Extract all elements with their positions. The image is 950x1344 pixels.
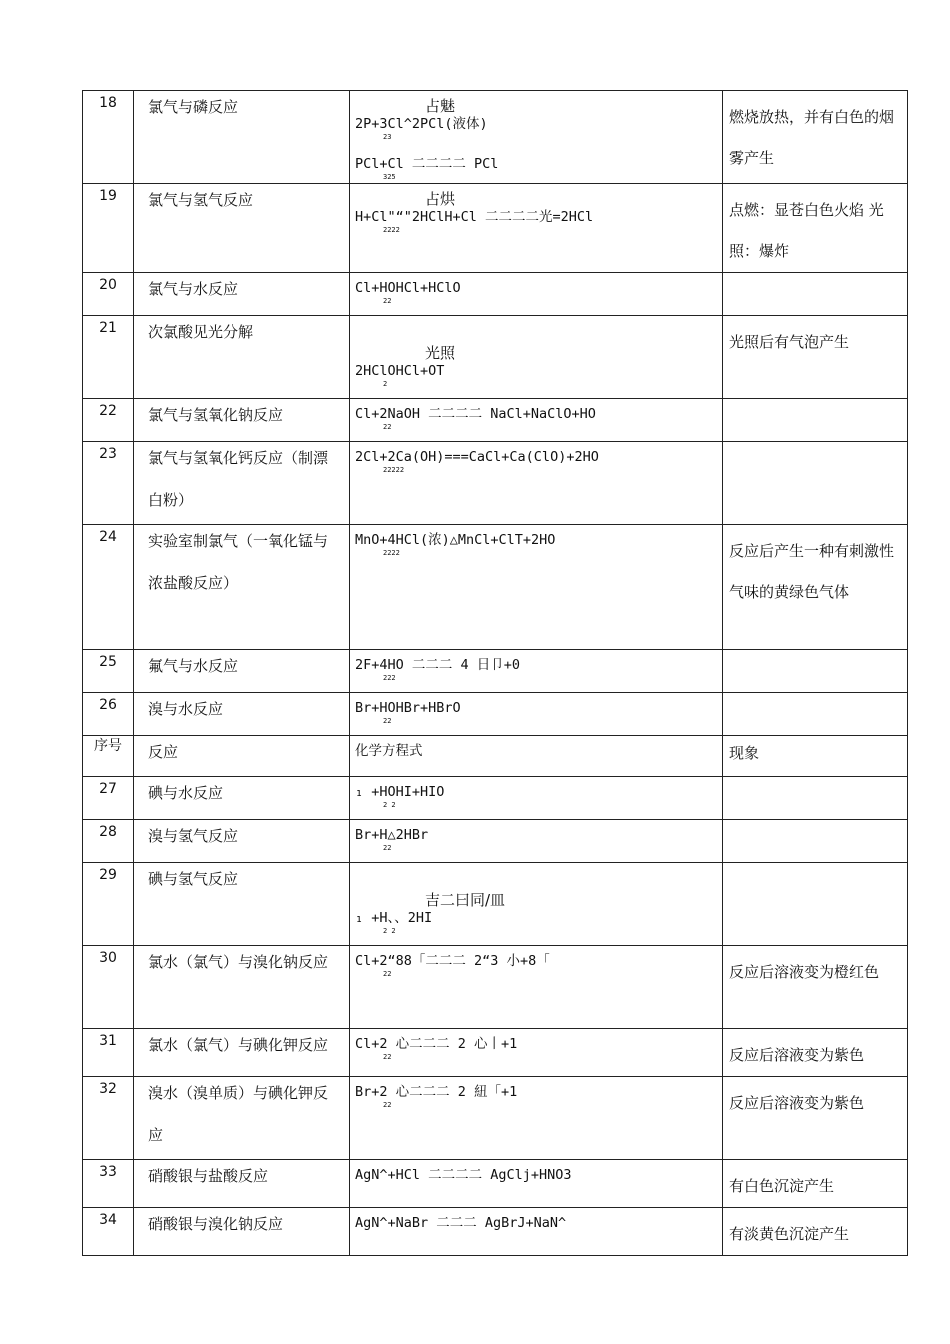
row-number: 20 <box>83 273 134 316</box>
equation-text: 2F+4HO 二二二 4 日卩+0 <box>355 657 521 673</box>
row-number: 21 <box>83 316 134 399</box>
table-row <box>83 91 908 184</box>
row-number: 33 <box>83 1160 134 1208</box>
equation-cell <box>350 442 723 525</box>
reaction-name-cont: 应 <box>148 1126 164 1144</box>
reaction-name-text: 氯水（氯气）与溴化钠反应 <box>148 953 329 971</box>
equation-text: AgN^+HCl 二二二二 AgClj+HNO3 <box>355 1167 572 1183</box>
reaction-name <box>134 777 350 820</box>
phenomenon-cell <box>723 650 908 693</box>
header-row <box>83 736 908 777</box>
subscript-digits: 22 <box>383 423 392 431</box>
equation-text: Cl+2 心二二二 2 心丨+1 <box>355 1036 518 1052</box>
subscript-digits: 2 2 <box>383 927 396 935</box>
reaction-name-text: 氯气与氢氧化钙反应（制漂 <box>148 449 329 467</box>
equation-cell <box>350 1077 723 1160</box>
reaction-name-text: 溴与氢气反应 <box>148 827 239 845</box>
reaction-name <box>134 946 350 1029</box>
reaction-table <box>82 90 908 1256</box>
reaction-name-text: 氟气与水反应 <box>148 657 239 675</box>
phenomenon-cell: 有淡黄色沉淀产生 <box>723 1208 908 1256</box>
reaction-name-text: 碘与氢气反应 <box>148 870 239 888</box>
row-number: 26 <box>83 693 134 736</box>
table-row <box>83 316 908 399</box>
row-number: 23 <box>83 442 134 525</box>
equation-text: MnO+4HCl(浓)△MnCl+ClT+2HO <box>355 532 556 548</box>
equation-text: 2Cl+2Ca(OH)===CaCl+Ca(ClO)+2HO <box>355 449 599 465</box>
table-row <box>83 1029 908 1077</box>
phenomenon-cell <box>723 863 908 946</box>
phenomenon-cell: 光照后有气泡产生 <box>723 316 908 399</box>
reaction-name-text: 氯气与磷反应 <box>148 98 239 116</box>
row-number: 28 <box>83 820 134 863</box>
condition-label: 占烘 <box>425 190 456 208</box>
table-row <box>83 820 908 863</box>
reaction-name-text: 实验室制氯气（一氧化锰与 <box>148 532 329 550</box>
table-row <box>83 525 908 650</box>
reaction-name-text: 硝酸银与溴化钠反应 <box>148 1215 284 1233</box>
equation-cell <box>350 693 723 736</box>
phenomenon-cell: 反应后溶液变为紫色 <box>723 1029 908 1077</box>
subscript-digits: 2222 <box>383 549 400 557</box>
phenomenon-cell <box>723 442 908 525</box>
row-number: 29 <box>83 863 134 946</box>
phenomenon-cell: 现象 <box>723 736 908 777</box>
reaction-name-text: 反应 <box>148 743 179 761</box>
condition-label: 吉二曰同/皿 <box>425 891 506 909</box>
row-number: 24 <box>83 525 134 650</box>
reaction-name <box>134 316 350 399</box>
equation-cell <box>350 184 723 273</box>
subscript-digits: 22 <box>383 970 392 978</box>
subscript-digits: 22 <box>383 1053 392 1061</box>
reaction-name-text: 溴水（溴单质）与碘化钾反 <box>148 1084 329 1102</box>
reaction-name-cont: 白粉） <box>148 491 194 509</box>
equation-text: Cl+HOHCl+HClO <box>355 280 461 296</box>
equation-cell <box>350 1160 723 1208</box>
equation-cell <box>350 399 723 442</box>
row-number: 27 <box>83 777 134 820</box>
reaction-name <box>134 650 350 693</box>
equation-cell <box>350 863 723 946</box>
reaction-name-text: 氯气与水反应 <box>148 280 239 298</box>
row-number: 序号 <box>83 736 134 777</box>
phenomenon-cell <box>723 777 908 820</box>
equation-cell <box>350 91 723 184</box>
table-row <box>83 1208 908 1256</box>
row-number: 22 <box>83 399 134 442</box>
equation-cell <box>350 736 723 777</box>
table-row <box>83 863 908 946</box>
phenomenon-cell: 有白色沉淀产生 <box>723 1160 908 1208</box>
equation-text: Br+H△2HBr <box>355 827 429 843</box>
table-row <box>83 1077 908 1160</box>
table-row <box>83 693 908 736</box>
reaction-name-text: 硝酸银与盐酸反应 <box>148 1167 269 1185</box>
equation-cell <box>350 820 723 863</box>
reaction-name-text: 氯气与氢氧化钠反应 <box>148 406 284 424</box>
row-number: 19 <box>83 184 134 273</box>
row-number: 34 <box>83 1208 134 1256</box>
table-row <box>83 184 908 273</box>
equation-text: ₁ +HOHI+HIO <box>355 784 445 800</box>
equation-text: Br+HOHBr+HBrO <box>355 700 461 716</box>
equation-cell <box>350 316 723 399</box>
phenomenon-cell: 反应后产生一种有刺激性气味的黄绿色气体 <box>723 525 908 650</box>
reaction-name <box>134 525 350 650</box>
equation-cell <box>350 777 723 820</box>
equation-text: 2P+3Cl^2PCl(液体) <box>355 116 488 132</box>
reaction-name <box>134 1160 350 1208</box>
condition-label: 光照 <box>425 344 456 362</box>
subscript-digits: 22 <box>383 717 392 725</box>
equation-text: Cl+2“88「二二二 2“3 小+8「 <box>355 953 550 969</box>
reaction-name <box>134 863 350 946</box>
reaction-name <box>134 273 350 316</box>
reaction-name-text: 碘与水反应 <box>148 784 224 802</box>
row-number: 30 <box>83 946 134 1029</box>
table-row <box>83 946 908 1029</box>
equation-cell <box>350 650 723 693</box>
subscript-digits: 22 <box>383 1101 392 1109</box>
subscript-digits: 23 <box>383 133 392 141</box>
reaction-name <box>134 736 350 777</box>
table-row <box>83 777 908 820</box>
table-row <box>83 1160 908 1208</box>
row-number: 32 <box>83 1077 134 1160</box>
phenomenon-cell: 反应后溶液变为紫色 <box>723 1077 908 1160</box>
reaction-name <box>134 1077 350 1160</box>
subscript-digits: 22 <box>383 297 392 305</box>
row-number: 31 <box>83 1029 134 1077</box>
condition-label: 占魅 <box>425 97 456 115</box>
table-row <box>83 442 908 525</box>
equation-text: Br+2 心二二二 2 紐「+1 <box>355 1084 518 1100</box>
equation-cell <box>350 946 723 1029</box>
equation-cell <box>350 525 723 650</box>
reaction-name <box>134 820 350 863</box>
table-row <box>83 273 908 316</box>
subscript-digits: 2 <box>383 380 388 388</box>
reaction-name <box>134 693 350 736</box>
reaction-name-text: 氯气与氢气反应 <box>148 191 254 209</box>
equation-text: 化学方程式 <box>355 743 423 759</box>
phenomenon-cell: 燃烧放热，并有白色的烟雾产生 <box>723 91 908 184</box>
reaction-name <box>134 442 350 525</box>
equation-text: Cl+2NaOH 二二二二 NaCl+NaClO+HO <box>355 406 596 422</box>
phenomenon-cell <box>723 693 908 736</box>
reaction-name-cont: 浓盐酸反应） <box>148 574 239 592</box>
subscript-digits: 2 2 <box>383 801 396 809</box>
equation-text-line2: PCl+Cl 二二二二 PCl <box>355 156 499 172</box>
subscript-digits: 22 <box>383 844 392 852</box>
reaction-name-text: 次氯酸见光分解 <box>148 323 254 341</box>
phenomenon-cell <box>723 399 908 442</box>
reaction-name <box>134 1029 350 1077</box>
reaction-name-text: 氯水（氯气）与碘化钾反应 <box>148 1036 329 1054</box>
subscript-digits: 2222 <box>383 226 400 234</box>
row-number: 25 <box>83 650 134 693</box>
equation-text: AgN^+NaBr 二二二 AgBrJ+NaN^ <box>355 1215 567 1231</box>
equation-text: 2HClOHCl+OT <box>355 363 445 379</box>
phenomenon-cell <box>723 273 908 316</box>
reaction-name <box>134 399 350 442</box>
equation-cell <box>350 1208 723 1256</box>
table-row <box>83 399 908 442</box>
subscript-digits: 22222 <box>383 466 405 474</box>
equation-cell <box>350 273 723 316</box>
phenomenon-cell: 点燃：显苍白色火焰 光照：爆炸 <box>723 184 908 273</box>
row-number: 18 <box>83 91 134 184</box>
phenomenon-cell <box>723 820 908 863</box>
subscript-digits: 222 <box>383 674 396 682</box>
reaction-name-text: 溴与水反应 <box>148 700 224 718</box>
equation-text: ₁ +H、、2HI <box>355 910 433 926</box>
equation-cell <box>350 1029 723 1077</box>
subscript-digits: 325 <box>383 173 396 181</box>
reaction-name <box>134 184 350 273</box>
reaction-name <box>134 91 350 184</box>
equation-text: H+Cl"“"2HClH+Cl 二二二二光=2HCl <box>355 209 594 225</box>
reaction-name <box>134 1208 350 1256</box>
phenomenon-cell: 反应后溶液变为橙红色 <box>723 946 908 1029</box>
table-row <box>83 650 908 693</box>
